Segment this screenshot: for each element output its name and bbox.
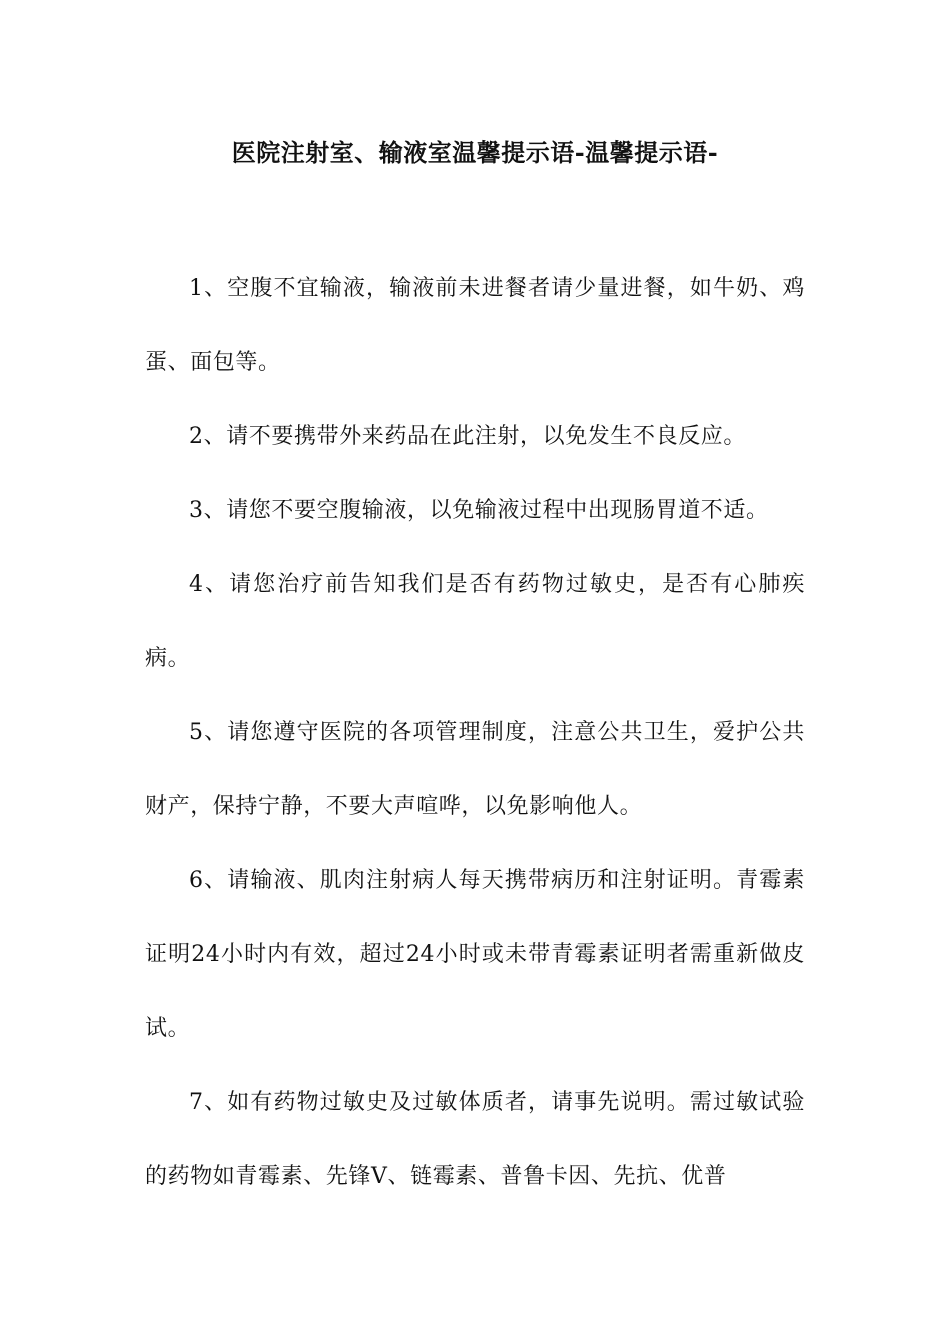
- paragraph-1: 1、空腹不宜输液，输液前未进餐者请少量进餐，如牛奶、鸡蛋、面包等。: [145, 276, 805, 375]
- paragraph-2: 2、请不要携带外来药品在此注射，以免发生不良反应。: [189, 424, 746, 449]
- paragraph-3: 3、请您不要空腹输液，以免输液过程中出现肠胃道不适。: [189, 498, 769, 523]
- page-title: 医院注射室、输液室温馨提示语-温馨提示语-: [231, 138, 719, 167]
- paragraph-6: 6、请输液、肌肉注射病人每天携带病历和注射证明。青霉素证明24小时内有效，超过24小时或未带青霉素证明者需重新做皮试。: [145, 868, 805, 1041]
- paragraph-4: 4、请您治疗前告知我们是否有药物过敏史，是否有心肺疾病。: [145, 572, 805, 671]
- document-body: [145, 252, 805, 1214]
- paragraph-5: 5、请您遵守医院的各项管理制度，注意公共卫生，爱护公共财产，保持宁静，不要大声喧哗，以免影响他人。: [145, 720, 805, 819]
- paragraph-7: 7、如有药物过敏史及过敏体质者，请事先说明。需过敏试验的药物如青霉素、先锋V、链霉素、普鲁卡因、先抗、优普: [145, 1090, 805, 1189]
